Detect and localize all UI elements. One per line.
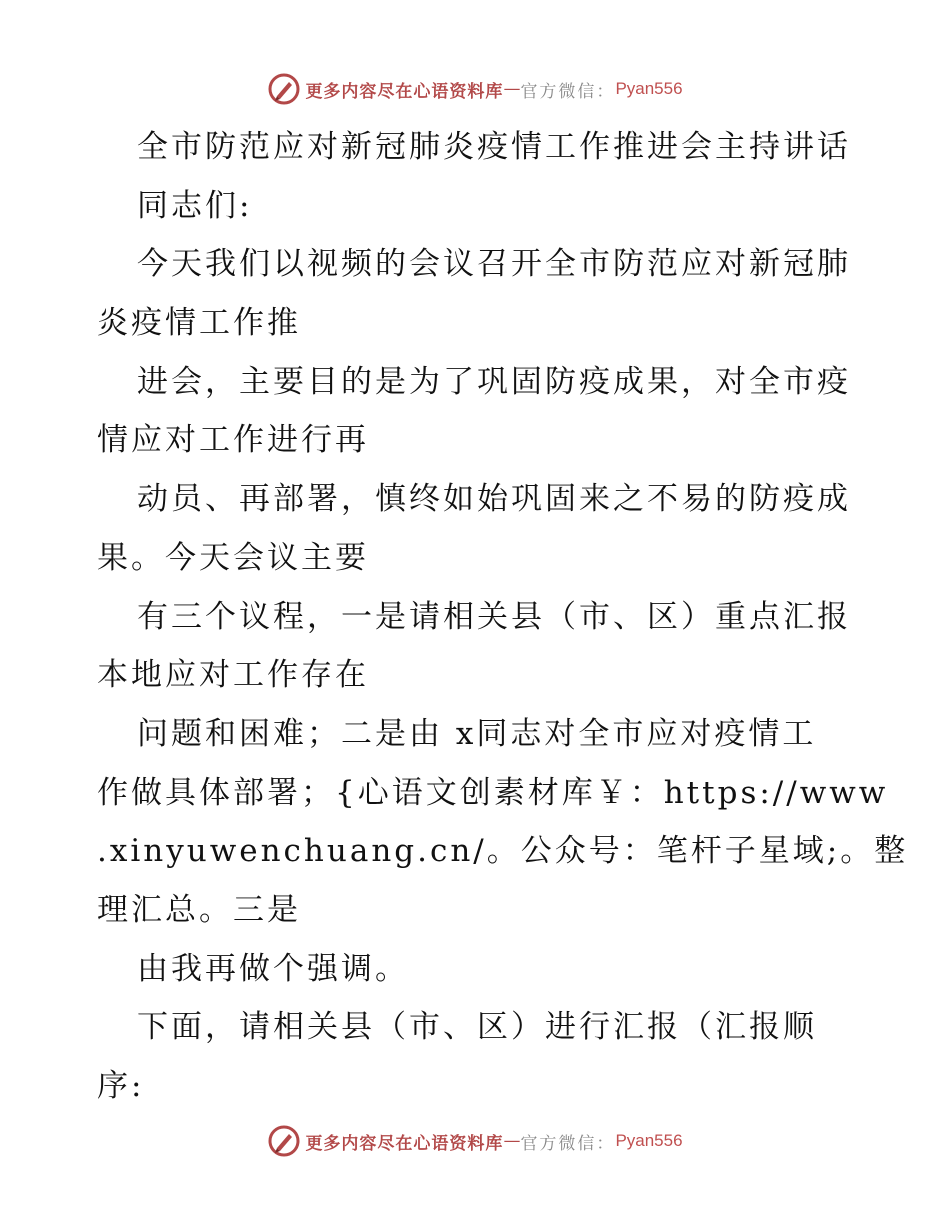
watermark-id: Pyan556 bbox=[615, 1131, 683, 1150]
text-line: .xinyuwenchuang.cn/。公众号：笔杆子星域;。整 bbox=[97, 833, 909, 870]
watermark-dash: — bbox=[503, 79, 521, 99]
text-line: 问题和困难；二是由 x同志对全市应对疫情工 bbox=[137, 715, 817, 752]
footer-watermark bbox=[0, 1124, 950, 1158]
text-line: 果。今天会议主要 bbox=[97, 539, 369, 576]
watermark-dash: — bbox=[503, 1131, 521, 1151]
watermark-text: 更多内容尽在心语资料库 bbox=[305, 1133, 504, 1154]
text-line: 由我再做个强调。 bbox=[137, 950, 409, 987]
watermark-label: 官方微信： bbox=[520, 1133, 616, 1154]
pen-logo-icon bbox=[267, 72, 301, 106]
document-body bbox=[97, 118, 909, 1116]
watermark-text: 更多内容尽在心语资料库 bbox=[305, 81, 504, 102]
watermark-label: 官方微信： bbox=[520, 81, 616, 102]
text-line: 作做具体部署；{心语文创素材库￥：https://www bbox=[97, 774, 889, 811]
watermark-id: Pyan556 bbox=[615, 79, 683, 98]
text-line: 情应对工作进行再 bbox=[97, 422, 369, 459]
header-watermark bbox=[0, 72, 950, 106]
text-line: 下面，请相关县（市、区）进行汇报（汇报顺 bbox=[137, 1009, 817, 1046]
text-line: 炎疫情工作推 bbox=[97, 305, 301, 342]
text-line: 今天我们以视频的会议召开全市防范应对新冠肺 bbox=[137, 246, 851, 283]
text-line: 理汇总。三是 bbox=[97, 891, 301, 928]
text-line: 序: bbox=[97, 1068, 145, 1104]
text-line: 有三个议程，一是请相关县（市、区）重点汇报 bbox=[137, 598, 851, 635]
text-line: 本地应对工作存在 bbox=[97, 657, 369, 694]
text-line: 进会，主要目的是为了巩固防疫成果，对全市疫 bbox=[137, 363, 851, 400]
document-title: 全市防范应对新冠肺炎疫情工作推进会主持讲话 bbox=[137, 129, 851, 165]
salutation: 同志们: bbox=[137, 187, 253, 224]
pen-logo-icon bbox=[267, 1124, 301, 1158]
text-line: 动员、再部署，慎终如始巩固来之不易的防疫成 bbox=[137, 481, 851, 518]
